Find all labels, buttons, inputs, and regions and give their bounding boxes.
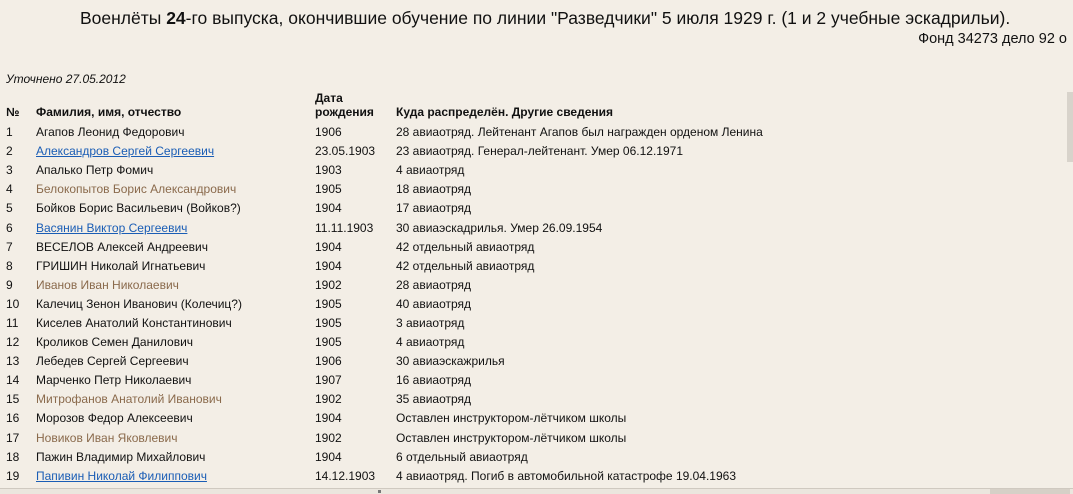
row-number: 15 (6, 392, 20, 407)
row-name-cell (33, 333, 312, 352)
pilot-name-link[interactable]: Васянин Виктор Сергеевич (36, 220, 188, 235)
row-assignment: Оставлен инструктором-лётчиком школы (396, 430, 627, 445)
row-assignment: 42 отдельный авиаотряд (396, 258, 535, 273)
row-number: 1 (6, 125, 13, 140)
row-birth-date: 1905 (315, 182, 342, 197)
pilot-name: Новиков Иван Яковлевич (36, 430, 178, 445)
scrollbar-thumb[interactable] (990, 489, 1070, 494)
row-name-cell (33, 142, 312, 161)
table-row (3, 218, 1039, 237)
row-number: 19 (6, 468, 20, 483)
horizontal-scrollbar[interactable] (0, 488, 1073, 494)
row-name-cell (33, 390, 312, 409)
table-row (3, 429, 1039, 448)
table-row (3, 161, 1039, 180)
pilot-name: Белокопытов Борис Александрович (36, 182, 237, 197)
page-title-text (80, 8, 1010, 28)
row-birth-date: 23.05.1903 (315, 144, 376, 159)
header-name: Фамилия, имя, отчество (36, 105, 182, 119)
pilot-name: Бойков Борис Васильевич (Войков?) (36, 201, 241, 216)
row-assignment: 28 авиаотряд. Лейтенант Агапов был награжден орденом Ленина (396, 125, 763, 140)
row-name-cell (33, 295, 312, 314)
row-name-cell (33, 409, 312, 428)
row-number: 5 (6, 201, 13, 216)
table-body (3, 123, 1039, 486)
pilot-name: Митрофанов Анатолий Иванович (36, 392, 222, 407)
row-number: 2 (6, 144, 13, 159)
row-birth-date: 1905 (315, 335, 342, 350)
row-assignment: 17 авиаотряд (396, 201, 472, 216)
row-assignment: 30 авиаэскажрилья (396, 354, 505, 369)
row-assignment: 4 авиаотряд (396, 335, 465, 350)
title-part-2: -го выпуска, окончившие обучение по линии "Разведчики" 5 июля 1929 г. (1 и 2 учебные эскадрильи). (185, 8, 1011, 28)
row-assignment: 35 авиаотряд (396, 392, 472, 407)
row-assignment: 18 авиаотряд (396, 182, 472, 197)
table-row (3, 409, 1039, 428)
row-number: 12 (6, 335, 20, 350)
row-birth-date: 1904 (315, 239, 342, 254)
row-number: 9 (6, 277, 13, 292)
header-number: № (6, 105, 20, 119)
row-number: 17 (6, 430, 20, 445)
row-name-cell (33, 276, 312, 295)
table-row (3, 352, 1039, 371)
row-assignment: 42 отдельный авиаотряд (396, 239, 535, 254)
row-birth-date: 1902 (315, 277, 342, 292)
table-row (3, 390, 1039, 409)
row-birth-date: 1905 (315, 315, 342, 330)
title-part-1: Военлёты (80, 8, 167, 28)
table-row (3, 142, 1039, 161)
pilot-name: Марченко Петр Николаевич (36, 373, 192, 388)
row-birth-date: 1906 (315, 125, 342, 140)
row-name-cell (33, 314, 312, 333)
row-birth-date: 11.11.1903 (315, 220, 374, 235)
pilot-name: Лебедев Сергей Сергеевич (36, 354, 189, 369)
row-assignment: Оставлен инструктором-лётчиком школы (396, 411, 627, 426)
row-birth-date: 14.12.1903 (315, 468, 376, 483)
row-assignment: 30 авиаэскадрилья. Умер 26.09.1954 (396, 220, 603, 235)
row-birth-date: 1905 (315, 296, 342, 311)
vertical-scrollbar[interactable] (1067, 92, 1073, 162)
header-assignment: Куда распределён. Другие сведения (396, 105, 614, 119)
row-number: 6 (6, 220, 13, 235)
row-birth-date: 1904 (315, 258, 342, 273)
pilot-name: Киселев Анатолий Константинович (36, 315, 232, 330)
row-birth-date: 1904 (315, 201, 342, 216)
table-row (3, 333, 1039, 352)
table-row (3, 199, 1039, 218)
row-birth-date: 1904 (315, 449, 342, 464)
fond-reference: Фонд 34273 дело 92 о (918, 31, 1067, 47)
pilot-name: ГРИШИН Николай Игнатьевич (36, 258, 206, 273)
table-row (3, 276, 1039, 295)
row-assignment: 4 авиаотряд (396, 163, 465, 178)
row-assignment: 23 авиаотряд. Генерал-лейтенант. Умер 06.12.1971 (396, 144, 683, 159)
row-birth-date: 1904 (315, 411, 342, 426)
pilot-name: Кроликов Семен Данилович (36, 335, 194, 350)
row-birth-date: 1907 (315, 373, 342, 388)
row-assignment: 40 авиаотряд (396, 296, 472, 311)
pilot-name: Агапов Леонид Федорович (36, 125, 185, 140)
pilot-name: ВЕСЕЛОВ Алексей Андреевич (36, 239, 208, 254)
row-assignment: 4 авиаотряд. Погиб в автомобильной катастрофе 19.04.1963 (396, 468, 736, 483)
table-row (3, 180, 1039, 199)
table-row (3, 314, 1039, 333)
row-number: 10 (6, 296, 20, 311)
table-header-row (3, 89, 1039, 123)
row-number: 3 (6, 163, 13, 178)
row-number: 8 (6, 258, 13, 273)
updated-date: Уточнено 27.05.2012 (6, 72, 126, 86)
row-name-cell (33, 123, 312, 142)
scrollbar-grip (378, 490, 381, 493)
row-name-cell (33, 180, 312, 199)
header-date-line1: Дата (315, 91, 343, 105)
row-birth-date: 1903 (315, 163, 342, 178)
row-assignment: 16 авиаотряд (396, 373, 472, 388)
row-assignment: 3 авиаотряд (396, 315, 465, 330)
row-assignment: 28 авиаотряд (396, 277, 472, 292)
pilot-name: Иванов Иван Николаевич (36, 277, 179, 292)
row-name-cell (33, 467, 312, 486)
table-row (3, 238, 1039, 257)
table-row (3, 295, 1039, 314)
row-name-cell (33, 429, 312, 448)
row-name-cell (33, 257, 312, 276)
table-row (3, 257, 1039, 276)
table-row (3, 123, 1039, 142)
row-number: 18 (6, 449, 20, 464)
pilot-name: Калечиц Зенон Иванович (Колечиц?) (36, 296, 242, 311)
row-birth-date: 1902 (315, 392, 342, 407)
pilot-name: Апалько Петр Фомич (36, 163, 154, 178)
row-number: 16 (6, 411, 20, 426)
row-number: 14 (6, 373, 20, 388)
row-assignment: 6 отдельный авиаотряд (396, 449, 528, 464)
table-row (3, 448, 1039, 467)
row-name-cell (33, 218, 312, 237)
row-number: 4 (6, 182, 13, 197)
title-issue-number: 24 (166, 8, 186, 28)
header-date-line2: рождения (315, 105, 374, 119)
row-name-cell (33, 352, 312, 371)
row-number: 7 (6, 239, 13, 254)
row-name-cell (33, 199, 312, 218)
row-name-cell (33, 371, 312, 390)
pilot-name: Морозов Федор Алексеевич (36, 411, 193, 426)
pilot-name-link[interactable]: Папивин Николай Филиппович (36, 468, 207, 483)
row-name-cell (33, 238, 312, 257)
row-name-cell (33, 448, 312, 467)
row-name-cell (33, 161, 312, 180)
pilot-name: Пажин Владимир Михайлович (36, 449, 206, 464)
header-birth-date (312, 89, 393, 123)
pilot-name-link[interactable]: Александров Сергей Сергеевич (36, 144, 215, 159)
pilots-table (3, 89, 1039, 486)
row-number: 11 (6, 315, 19, 330)
table-row (3, 371, 1039, 390)
row-birth-date: 1906 (315, 354, 342, 369)
row-birth-date: 1902 (315, 430, 342, 445)
row-number: 13 (6, 354, 20, 369)
table-row (3, 467, 1039, 486)
